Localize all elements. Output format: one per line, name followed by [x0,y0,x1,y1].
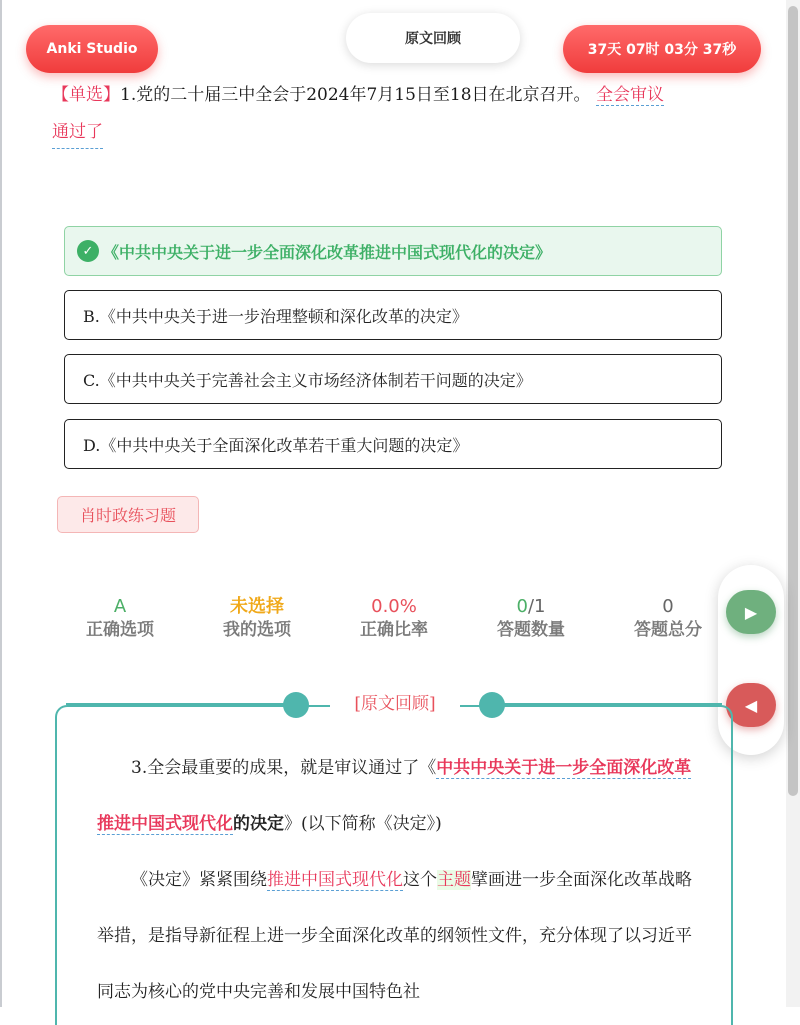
window-left-edge [0,0,2,1007]
stat-value: 0 [662,596,674,617]
review-paragraph-2: 《决定》紧紧围绕推进中国式现代化这个主题擘画进一步全面深化改革战略举措，是指导新征程上进一步全面深化改革的纲领性文件，充分体现了以习近平同志为核心的党中央完善和发展中国特色社 [97,870,692,1002]
option-a-label: 《中共中央关于进一步全面深化改革推进中国式现代化的决定》 [103,242,552,262]
review-paragraph-1: 3.全会最重要的成果，就是审议通过了《中共中央关于进一步全面深化改革推进中国式现代化的决定》(以下简称《决定》) [97,758,692,834]
option-c-label: C.《中共中央关于完善社会主义市场经济体制若干问题的决定》 [83,370,532,390]
question-stem [52,80,742,149]
option-b[interactable] [64,290,722,340]
option-b-label: B.《中共中央关于进一步治理整顿和深化改革的决定》 [83,306,468,326]
review-title: [原文回顾] [330,690,460,718]
stat-value: 0.0% [371,596,417,617]
review-divider-right [500,703,722,705]
question-type-tag: 【单选】 [52,85,120,105]
stat-total-score [613,596,723,642]
play-right-icon: ▶ [744,602,758,622]
play-left-icon: ◀ [744,695,758,715]
stat-correct-option [65,596,175,642]
question-underline-1: 全会审议 [595,85,664,105]
review-highlight: 中共中央关于进一步全面深化改革推进中国式现代化 [97,758,692,834]
countdown-timer: 37天 07时 03分 37秒 [563,25,761,73]
review-content [97,740,697,1020]
stat-answer-count [476,596,586,642]
stat-correct-rate [339,596,449,642]
review-dot-right [479,692,505,718]
option-d[interactable] [64,419,722,469]
stat-value: A [113,596,127,617]
scroll-thumb[interactable] [788,6,798,796]
stat-value: 未选择 [230,596,284,617]
review-keyword: 主题 [437,870,471,890]
prev-button[interactable] [726,683,776,727]
stat-value: 0/1 [516,596,546,617]
stat-label: 答题数量 [497,620,565,640]
review-mode-button[interactable]: 原文回顾 [346,13,520,63]
option-a[interactable] [64,226,722,276]
review-divider-left [66,703,286,705]
scrollbar[interactable] [786,0,800,1007]
review-dot-left [283,692,309,718]
check-circle-icon: ✓ [77,240,99,262]
stat-label: 正确选项 [86,620,154,640]
app-name-badge[interactable]: Anki Studio [26,25,158,73]
source-tag: 肖时政练习题 [57,496,199,533]
question-underline-2: 通过了 [52,117,103,149]
stat-my-option [202,596,312,642]
next-button[interactable] [726,590,776,634]
question-text: 1.党的二十届三中全会于2024年7月15日至18日在北京召开。 [120,85,591,105]
option-d-label: D.《中共中央关于全面深化改革若干重大问题的决定》 [83,435,469,455]
review-highlight: 推进中国式现代化 [267,870,403,890]
stat-label: 答题总分 [634,620,702,640]
option-c[interactable] [64,354,722,404]
stat-label: 我的选项 [223,620,291,640]
stat-label: 正确比率 [360,620,428,640]
